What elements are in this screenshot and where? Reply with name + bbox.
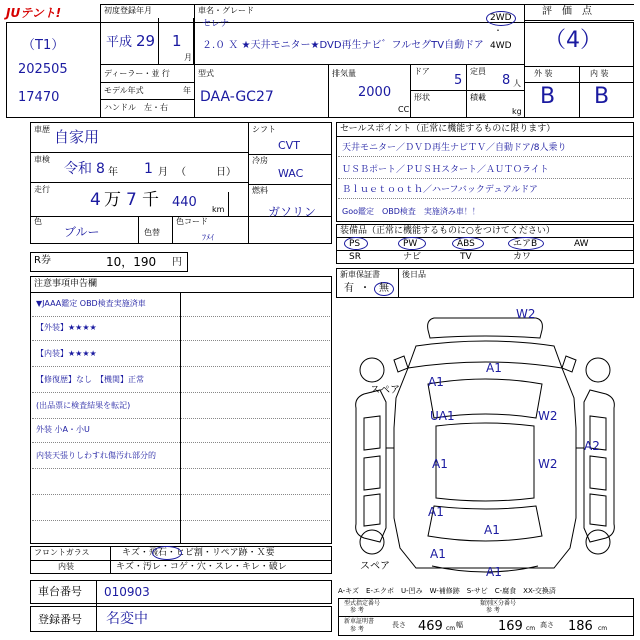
type-label: 型式: [198, 69, 214, 78]
capacity: 8: [502, 73, 511, 88]
length-unit: cm: [446, 625, 456, 632]
next-reg-label: 後日品: [402, 270, 426, 279]
capacity-unit: 人: [513, 79, 521, 88]
model-cert-label: 型式指定番号: [344, 600, 381, 607]
mileage-label: 走行: [34, 185, 50, 194]
warranty-yes: 有: [344, 283, 354, 294]
spare-label: スペア: [370, 385, 400, 396]
notes-label: 注意事項申告欄: [34, 279, 98, 289]
width-value: 169: [498, 619, 523, 634]
damage-mark: A1: [486, 361, 502, 375]
yen-unit: 円: [172, 257, 182, 268]
equip-pw: PW: [403, 239, 418, 249]
sales-points-label: セールスポイント（正常に機能するものに限ります）: [340, 124, 556, 134]
equip-abs: ABS: [457, 239, 475, 249]
model-year-suffix: 年: [183, 86, 191, 95]
type-code: DAA-GC27: [200, 89, 274, 105]
inspection-day: （ 日）: [176, 167, 236, 178]
registration-label: 登録番号: [38, 613, 82, 626]
inspection-month: 1: [144, 161, 153, 177]
reg-month-unit: 月: [184, 53, 192, 62]
ac: WAC: [278, 167, 304, 180]
equip-airbag: エアB: [513, 239, 538, 249]
damage-mark: A1: [430, 547, 446, 561]
inspection-label: 車検: [34, 155, 50, 164]
shape-label: 形状: [414, 93, 430, 102]
length-label: 長さ: [392, 621, 406, 629]
equip-sr: SR: [349, 252, 361, 262]
car-name: セレナ: [202, 19, 230, 29]
equipment-label: 装備品（正常に機能するものに○をつけてください）: [340, 226, 555, 236]
interior-grade: B: [594, 84, 610, 109]
interior-grade-label: 内 装: [590, 69, 609, 78]
ref-label-2: 参 考: [486, 607, 500, 614]
logo-text: JUテント!: [6, 6, 62, 20]
warranty-dot: ・: [360, 283, 370, 294]
load-label: 積載: [470, 93, 486, 102]
color-change-label: 色替: [144, 228, 160, 237]
width-label: 幅: [456, 621, 463, 629]
mileage-man-unit: 万: [104, 190, 121, 210]
note-line: 【外装】★★★★: [36, 323, 97, 332]
cc-unit: CC: [398, 105, 410, 114]
damage-mark: W2: [538, 457, 558, 471]
first-reg-label: 初度登録年月: [104, 6, 152, 15]
shift-label: シフト: [252, 125, 276, 134]
door-count: 5: [454, 73, 463, 88]
sales-point-line: Goo鑑定 OBD検査 実施済み車！！: [342, 207, 480, 216]
height-label: 高さ: [540, 621, 554, 629]
inspection-year: 8: [96, 161, 105, 177]
spare-label-2: スペア: [360, 561, 390, 572]
damage-mark: UA1: [430, 409, 455, 423]
inspection-year-unit: 年: [108, 167, 118, 178]
reg-era: 平成: [106, 35, 133, 50]
equip-ps: PS: [349, 239, 361, 249]
warranty-no: 無: [379, 283, 389, 294]
damage-mark: A1: [428, 505, 444, 519]
drive-4wd: 4WD: [490, 41, 512, 51]
displacement-label: 排気量: [332, 69, 356, 78]
damage-mark: A1: [428, 375, 444, 389]
damage-mark: A1: [486, 565, 502, 579]
drive-2wd: 2WD: [490, 13, 512, 23]
displacement: 2000: [358, 85, 392, 100]
equip-tv: TV: [460, 252, 472, 262]
damage-mark: A1: [484, 523, 500, 537]
drive-dot: ・: [494, 26, 502, 35]
rating-value: （4）: [544, 28, 602, 53]
color-label: 色: [34, 217, 42, 226]
damage-mark: A2: [584, 439, 600, 453]
front-glass-label: フロントガラス: [34, 548, 90, 557]
note-line: 【修復歴】なし 【機関】正常: [36, 375, 144, 384]
category-label: 車歴: [34, 125, 50, 134]
class-label: 類別区分番号: [480, 600, 517, 607]
note-line: 【内装】★★★★: [36, 349, 97, 358]
exterior-grade: B: [540, 84, 556, 109]
interior-text: キズ・汚レ・コゲ・穴・スレ・キレ・破レ: [116, 562, 287, 572]
sales-point-line: 天井モニター／ＤＶＤ再生ナビＴＶ／自動ドア/8人乗り: [342, 143, 567, 153]
model-year-label: モデル年式: [104, 86, 144, 95]
car-grade: ２.０ Ｘ ★天井モニター★DVD再生ナビ゛フルセグTV自動ドア: [202, 40, 484, 51]
color: ブルー: [64, 225, 100, 239]
auction-code: （T1）: [22, 38, 65, 53]
r-ticket-label: R券: [34, 255, 51, 266]
dealer-label: ディーラー・並 行: [104, 69, 170, 78]
ref-label-3: 参 考: [350, 626, 364, 633]
height-unit: cm: [598, 625, 608, 632]
sales-point-line: ＵＳＢポート／ＰＵＳＨスタート／ＡＵＴＯライト: [342, 165, 549, 175]
rating-label: 評 価 点: [542, 6, 592, 17]
inspection-month-unit: 月: [158, 167, 168, 178]
mileage-1k: 7: [126, 190, 137, 210]
front-glass-chip-circle: [152, 546, 182, 560]
damage-mark: A1: [432, 457, 448, 471]
width-unit: cm: [526, 625, 536, 632]
category: 自家用: [54, 128, 100, 146]
ref-label-1: 参 考: [350, 607, 364, 614]
km-unit: km: [212, 205, 225, 214]
fuel: ガソリン: [268, 205, 317, 219]
length-value: 469: [418, 619, 443, 634]
note-line: (出品票に検査結果を転記): [36, 401, 131, 410]
equip-navi: ナビ: [403, 252, 422, 262]
interior-label: 内装: [58, 562, 74, 571]
door-label: ドア: [414, 67, 430, 76]
note-line: 内装天張りしわすれ傷汚れ部分的: [36, 451, 156, 460]
sales-point-line: Ｂｌｕｅｔｏｏｔｈ／ハーフバックデュアルドア: [342, 185, 538, 195]
handle-label: ハンドル 左・右: [104, 103, 168, 112]
damage-mark: W2: [538, 409, 558, 423]
height-value: 186: [568, 619, 593, 634]
equip-aw: AW: [574, 239, 589, 249]
color-code-label: 色コード: [176, 217, 208, 226]
reg-year: 29: [136, 32, 156, 50]
exterior-grade-label: 外 装: [534, 69, 553, 78]
shift: CVT: [278, 139, 300, 152]
ac-label: 冷房: [252, 156, 268, 165]
chassis-number: 010903: [104, 585, 150, 599]
mileage-10k: 4: [90, 190, 101, 210]
damage-legend: A-キズ E-エクボ U-凹み W-補修跡 S-サビ C-腐食 XX-交換済: [338, 587, 556, 595]
fuel-label: 燃料: [252, 186, 268, 195]
note-line: ▼JAAA鑑定 OBD検査実施済車: [36, 299, 146, 308]
lot-number: 17470: [18, 90, 60, 105]
chassis-label: 車台番号: [38, 585, 82, 598]
model-name-label: 車名・グレード: [198, 6, 254, 15]
equip-leather: カワ: [513, 252, 532, 262]
kg-unit: kg: [512, 107, 522, 116]
damage-mark: W2: [516, 307, 536, 321]
mileage-rest: 440: [172, 195, 197, 210]
mileage-sen-unit: 千: [142, 190, 159, 210]
inspection-era: 令和: [64, 161, 92, 177]
spec-label: 新車証明書: [344, 618, 375, 625]
registration-value: 名変中: [106, 611, 148, 627]
reg-month: 1: [172, 32, 182, 50]
logo: [4, 3, 76, 21]
color-code: ﾌﾒｲ: [202, 233, 214, 242]
note-line: 外装 小A・小U: [36, 425, 90, 434]
front-glass-text: キズ・飛石・ヒビ割・リペア跡・Ｘ要: [122, 548, 275, 558]
r-ticket: 10，190: [106, 255, 157, 269]
capacity-label: 定員: [470, 67, 486, 76]
new-car-cert-label: 新車保証書: [340, 270, 380, 279]
lot-date: 202505: [18, 62, 68, 77]
